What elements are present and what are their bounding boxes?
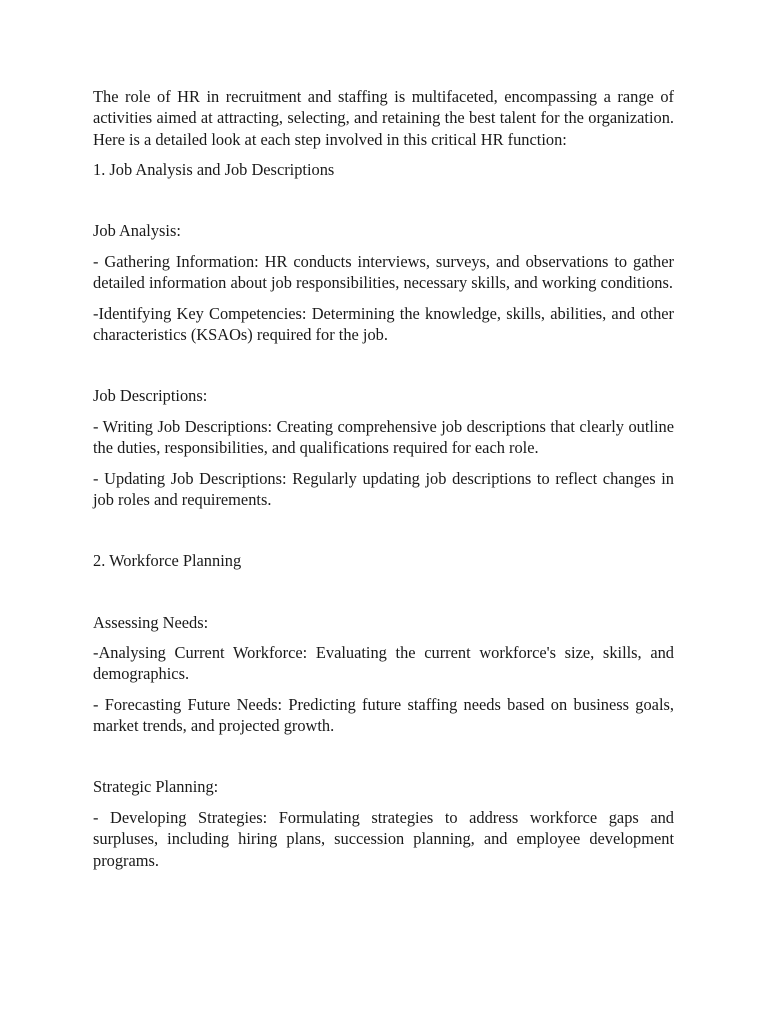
job-analysis-heading: Job Analysis: [93,221,181,241]
intro-paragraph: The role of HR in recruitment and staffing is multifaceted, encompassing a range of activities aimed at attracting, selecting, and retaining the best talent for the organization. Here is a detailed look at each step involved in this critical HR function: [93,87,674,149]
document-page [93,86,674,880]
strategic-planning-item-developing-strategies: - Developing Strategies: Formulating strategies to address workforce gaps and surpluses, including hiring plans, succession planning, and employee development programs. [93,808,674,870]
section-1-heading: 1. Job Analysis and Job Descriptions [93,160,335,180]
job-descriptions-heading: Job Descriptions: [93,386,208,406]
job-descriptions-item-writing: - Writing Job Descriptions: Creating comprehensive job descriptions that clearly outline the duties, responsibilities, and qualifications required for each role. [93,416,674,458]
assessing-needs-item-future-needs: - Forecasting Future Needs: Predicting future staffing needs based on business goals, market trends, and projected growth. [93,694,674,736]
job-analysis-item-gathering-information: - Gathering Information: HR conducts interviews, surveys, and observations to gather detailed information about job responsibilities, necessary skills, and working conditions. [93,251,674,293]
strategic-planning-heading: Strategic Planning: [93,777,219,797]
spacer [93,581,674,612]
section-2-heading: 2. Workforce Planning [93,551,242,571]
spacer [93,190,674,221]
assessing-needs-heading: Assessing Needs: [93,612,209,632]
spacer [93,355,674,386]
assessing-needs-item-current-workforce: -Analysing Current Workforce: Evaluating the current workforce's size, skills, and demographics. [93,643,674,684]
job-analysis-item-key-competencies: -Identifying Key Competencies: Determining the knowledge, skills, abilities, and other characteristics (KSAOs) required for the job. [93,303,674,345]
spacer [93,520,674,551]
spacer [93,746,674,777]
job-descriptions-item-updating: - Updating Job Descriptions: Regularly updating job descriptions to reflect changes in job roles and requirements. [93,468,674,510]
